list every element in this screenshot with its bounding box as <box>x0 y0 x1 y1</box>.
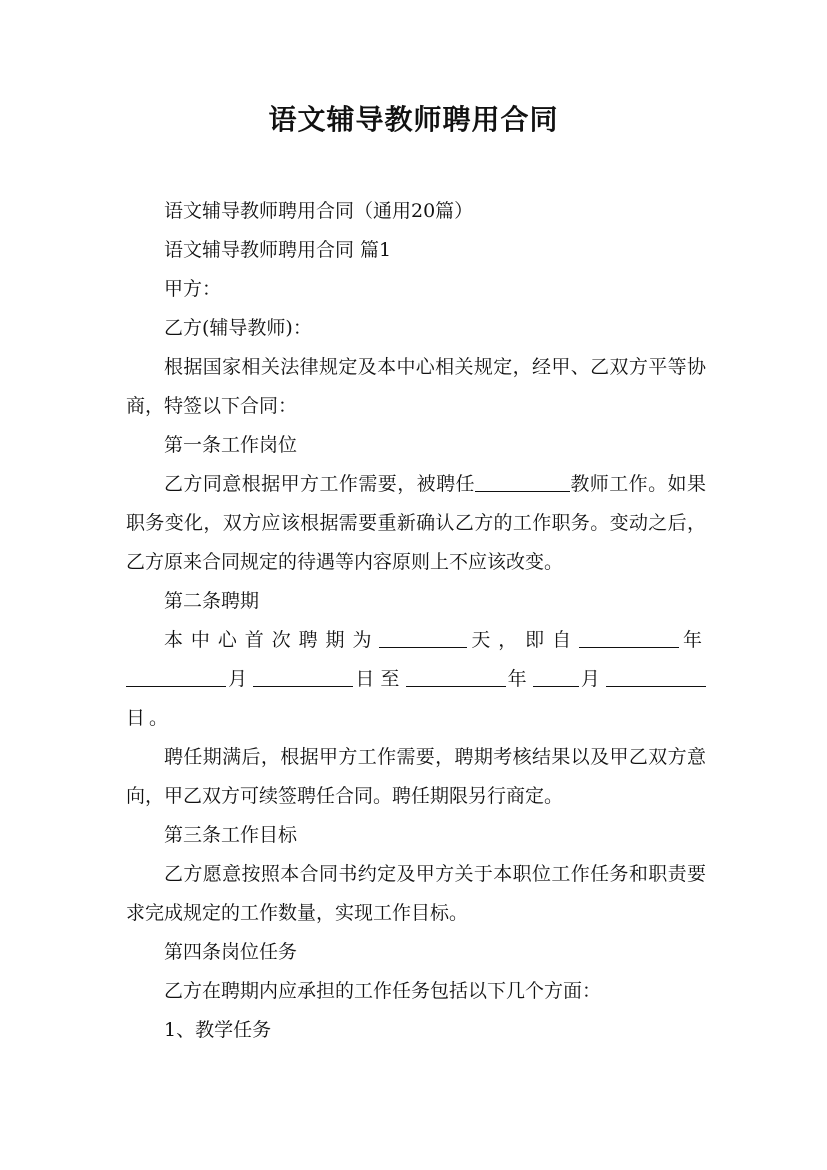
position-blank <box>475 472 570 492</box>
subtitle-line: 语文辅导教师聘用合同（通用20篇） <box>164 200 474 222</box>
article-1-paragraph <box>126 465 706 582</box>
end-month-blank <box>533 667 579 687</box>
start-day-blank <box>253 667 353 687</box>
term-text-a: 本中心首次聘期为 <box>164 629 380 651</box>
article-1-heading: 第一条工作岗位 <box>164 434 298 456</box>
article-4-paragraph: 乙方在聘期内应承担的工作任务包括以下几个方面： <box>164 980 602 1002</box>
article-1-text-a: 乙方同意根据甲方工作需要，被聘任 <box>164 473 475 495</box>
term-text-d: 月 <box>226 668 254 690</box>
teaching-task-item: 1、教学任务 <box>164 1019 272 1041</box>
preamble-paragraph: 根据国家相关法律规定及本中心相关规定，经甲、乙双方平等协商，特签以下合同： <box>126 356 706 417</box>
document-title: 语文辅导教师聘用合同 <box>268 103 559 136</box>
party-b-line: 乙方(辅导教师)： <box>164 317 312 339</box>
term-text-b: 天，即自 <box>467 629 580 651</box>
term-text-c: 年 <box>679 629 706 651</box>
article-3-paragraph: 乙方愿意按照本合同书约定及甲方关于本职位工作任务和职责要求完成规定的工作数量，实现工作目标。 <box>126 863 706 924</box>
start-year-blank <box>579 628 679 648</box>
article-1-text-b: 教师工作。如果职务变化，双方应该根据需要重新确认乙方的工作职务。变动之后，乙方原来合同规定的待遇等内容原则上不应该改变。 <box>126 473 706 573</box>
party-a-line: 甲方： <box>164 278 222 300</box>
term-text-f: 年 <box>505 668 533 690</box>
end-year-blank <box>406 667 506 687</box>
article-4-heading: 第四条岗位任务 <box>164 941 298 963</box>
renewal-paragraph: 聘任期满后，根据甲方工作需要，聘期考核结果以及甲乙双方意向，甲乙双方可续签聘任合同。聘任期限另行商定。 <box>126 746 706 807</box>
term-text-h: 日。 <box>126 707 173 729</box>
article-2-heading: 第二条聘期 <box>164 590 260 612</box>
start-month-blank <box>126 667 226 687</box>
end-day-blank <box>606 667 706 687</box>
section-heading: 语文辅导教师聘用合同 篇1 <box>164 239 392 261</box>
document-body <box>126 192 706 1050</box>
term-paragraph <box>126 621 706 738</box>
term-text-e: 日至 <box>353 668 406 690</box>
article-3-heading: 第三条工作目标 <box>164 824 298 846</box>
term-text-g: 月 <box>578 668 606 690</box>
days-blank <box>379 628 467 648</box>
